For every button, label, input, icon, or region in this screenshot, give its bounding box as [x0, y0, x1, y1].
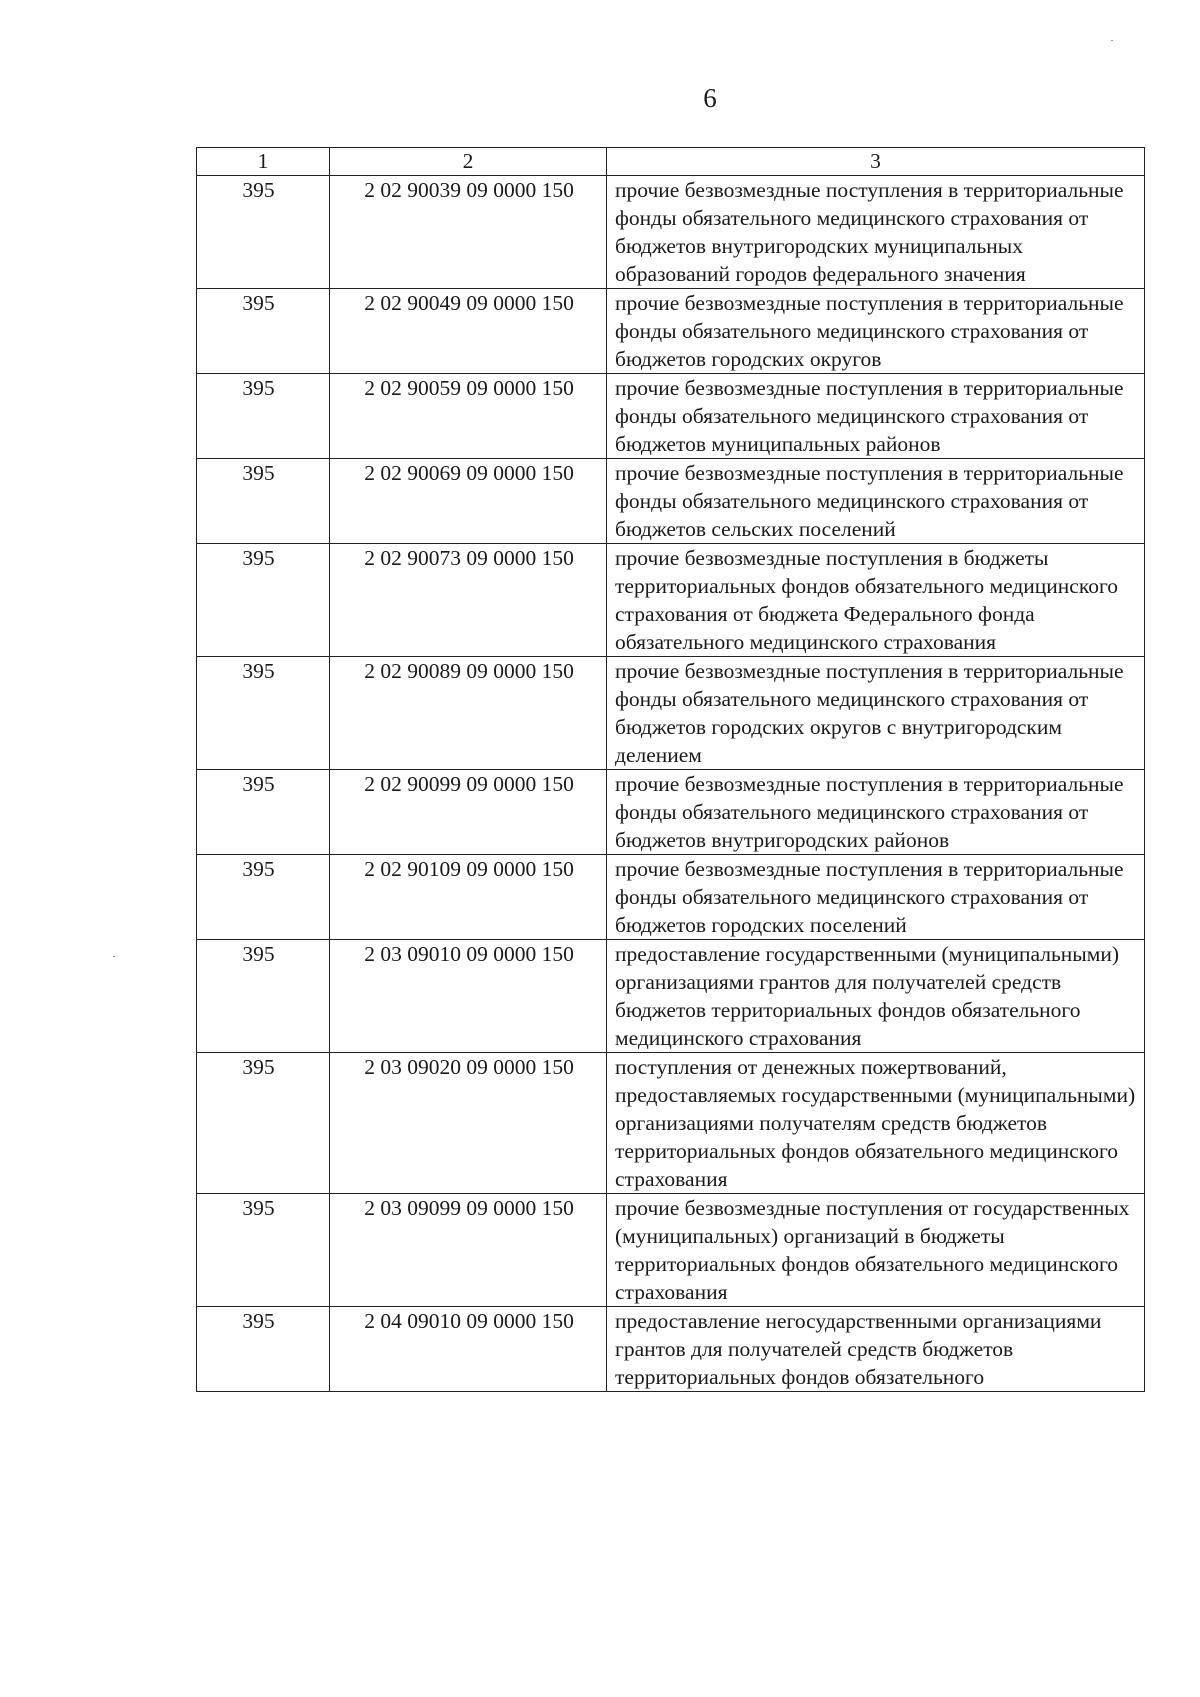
revenue-code-cell: 2 02 90073 09 0000 150: [330, 544, 607, 657]
admin-code-cell: 395: [197, 374, 330, 459]
budget-codes-table: [196, 147, 1145, 1392]
table-row: [197, 176, 1145, 289]
description-cell: прочие безвозмездные поступления в территориальные фонды обязательного медицинского страхования от бюджетов городских поселений: [607, 855, 1145, 940]
description-cell: прочие безвозмездные поступления в территориальные фонды обязательного медицинского страхования от бюджетов внутригородских районов: [607, 770, 1145, 855]
table-row: [197, 1053, 1145, 1194]
revenue-code-cell: 2 02 90069 09 0000 150: [330, 459, 607, 544]
revenue-code-cell: 2 02 90039 09 0000 150: [330, 176, 607, 289]
revenue-code-cell: 2 02 90059 09 0000 150: [330, 374, 607, 459]
table-row: [197, 855, 1145, 940]
admin-code-cell: 395: [197, 176, 330, 289]
admin-code-cell: 395: [197, 289, 330, 374]
revenue-code-cell: 2 03 09010 09 0000 150: [330, 940, 607, 1053]
table-row: [197, 1194, 1145, 1307]
table-header-row: [197, 148, 1145, 176]
table-row: [197, 459, 1145, 544]
admin-code-cell: 395: [197, 855, 330, 940]
admin-code-cell: 395: [197, 1194, 330, 1307]
table-row: [197, 544, 1145, 657]
description-cell: прочие безвозмездные поступления в территориальные фонды обязательного медицинского страхования от бюджетов внутригородских муниципальных образований городов федерального значения: [607, 176, 1145, 289]
description-cell: прочие безвозмездные поступления в территориальные фонды обязательного медицинского страхования от бюджетов городских округов с внутригородским делением: [607, 657, 1145, 770]
revenue-code-cell: 2 03 09020 09 0000 150: [330, 1053, 607, 1194]
admin-code-cell: 395: [197, 1053, 330, 1194]
admin-code-cell: 395: [197, 459, 330, 544]
table-row: [197, 289, 1145, 374]
table-row: [197, 1307, 1145, 1392]
revenue-code-cell: 2 02 90049 09 0000 150: [330, 289, 607, 374]
description-cell: прочие безвозмездные поступления от государственных (муниципальных) организаций в бюджеты территориальных фондов обязательного медицинского страхования: [607, 1194, 1145, 1307]
admin-code-cell: 395: [197, 657, 330, 770]
column-header-2: 2: [330, 148, 607, 176]
description-cell: поступления от денежных пожертвований, предоставляемых государственными (муниципальными) организациями получателям средств бюджетов территориальных фондов обязательного медицинского страхования: [607, 1053, 1145, 1194]
description-cell: прочие безвозмездные поступления в территориальные фонды обязательного медицинского страхования от бюджетов городских округов: [607, 289, 1145, 374]
admin-code-cell: 395: [197, 770, 330, 855]
revenue-code-cell: 2 02 90089 09 0000 150: [330, 657, 607, 770]
table-row: [197, 770, 1145, 855]
description-cell: предоставление негосударственными организациями грантов для получателей средств бюджетов территориальных фондов обязательного: [607, 1307, 1145, 1392]
revenue-code-cell: 2 04 09010 09 0000 150: [330, 1307, 607, 1392]
admin-code-cell: 395: [197, 1307, 330, 1392]
column-header-3: 3: [607, 148, 1145, 176]
admin-code-cell: 395: [197, 544, 330, 657]
table-row: [197, 940, 1145, 1053]
column-header-1: 1: [197, 148, 330, 176]
revenue-code-cell: 2 03 09099 09 0000 150: [330, 1194, 607, 1307]
description-cell: прочие безвозмездные поступления в бюджеты территориальных фондов обязательного медицинского страхования от бюджета Федерального фонда обязательного медицинского страхования: [607, 544, 1145, 657]
scan-speck: [1111, 40, 1113, 41]
description-cell: предоставление государственными (муниципальными) организациями грантов для получателей средств бюджетов территориальных фондов обязательного медицинского страхования: [607, 940, 1145, 1053]
scan-speck: [113, 956, 115, 957]
table-row: [197, 374, 1145, 459]
revenue-code-cell: 2 02 90099 09 0000 150: [330, 770, 607, 855]
revenue-code-cell: 2 02 90109 09 0000 150: [330, 855, 607, 940]
description-cell: прочие безвозмездные поступления в территориальные фонды обязательного медицинского страхования от бюджетов сельских поселений: [607, 459, 1145, 544]
table-row: [197, 657, 1145, 770]
admin-code-cell: 395: [197, 940, 330, 1053]
description-cell: прочие безвозмездные поступления в территориальные фонды обязательного медицинского страхования от бюджетов муниципальных районов: [607, 374, 1145, 459]
page-number: 6: [703, 83, 717, 113]
